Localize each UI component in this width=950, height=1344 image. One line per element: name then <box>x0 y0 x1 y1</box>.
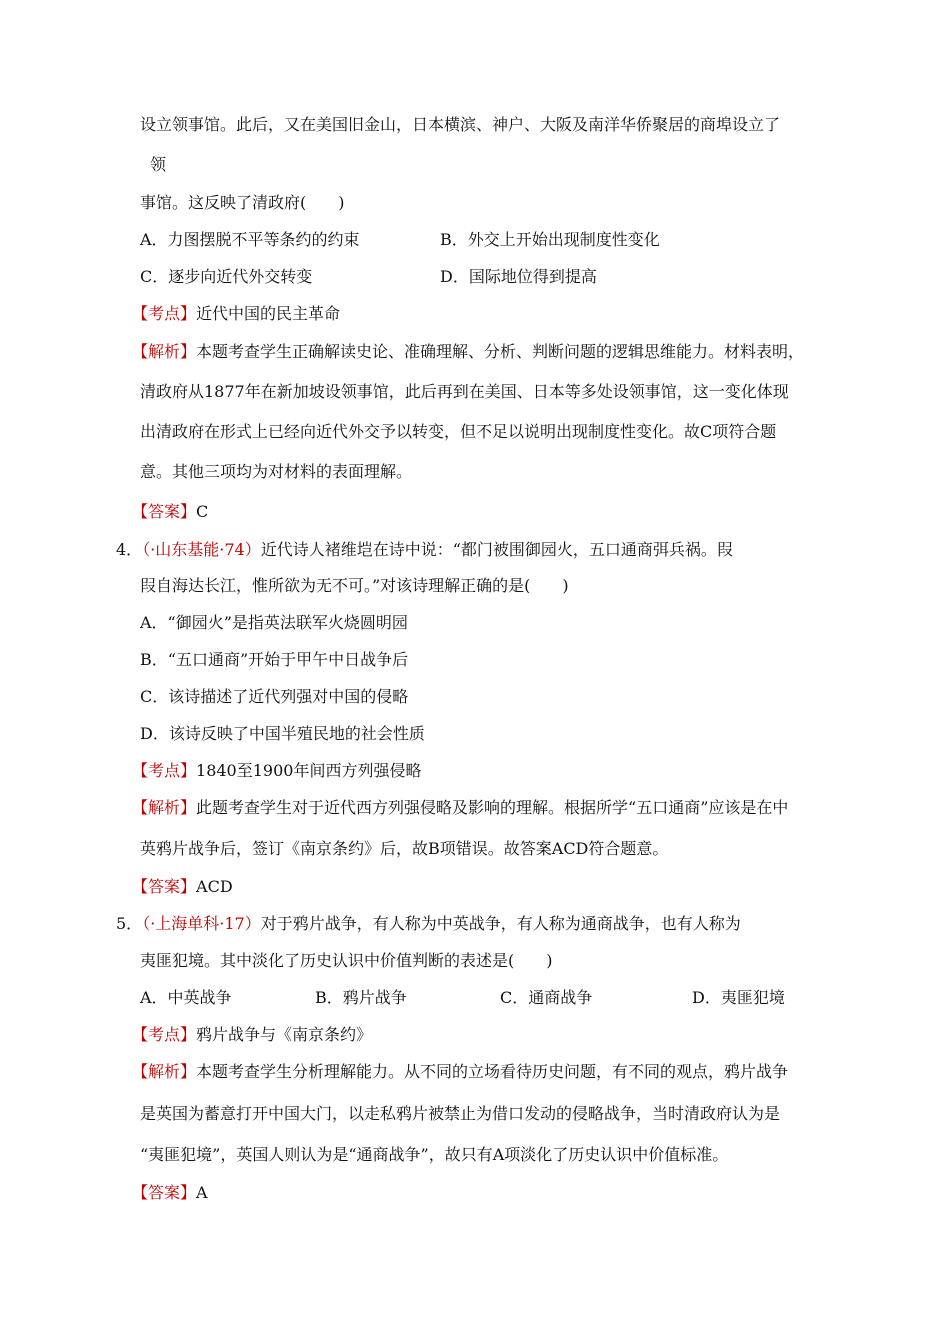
question-number: 5． <box>116 914 143 933</box>
q5-option-d: D．夷匪犯境 <box>692 988 785 1007</box>
q3-jiexi-line-3: 出清政府在形式上已经向近代外交予以转变，但不足以说明出现制度性变化。故C项符合题 <box>140 422 777 441</box>
q3-option-d: D．国际地位得到提高 <box>440 267 597 286</box>
kaodian-text: 近代中国的民主革命 <box>196 304 341 323</box>
q5-option-b: B．鸦片战争 <box>315 988 407 1007</box>
q3-jiexi-line-1 <box>132 342 804 362</box>
kaodian-tag: 【考点】 <box>132 304 197 323</box>
kaodian-text: 1840至1900年间西方列强侵略 <box>196 761 422 780</box>
jiexi-tag: 【解析】 <box>132 342 197 361</box>
q5-jiexi-line-3: “夷匪犯境”，英国人则认为是“通商战争”，故只有A项淡化了历史认识中价值标准。 <box>140 1145 729 1164</box>
q4-stem-line-1 <box>116 540 733 560</box>
daan-text: A <box>196 1183 208 1202</box>
daan-tag: 【答案】 <box>132 1183 197 1202</box>
q4-daan <box>132 877 233 897</box>
jiexi-text: 本题考查学生分析理解能力。从不同的立场看待历史问题，有不同的观点，鸦片战争 <box>196 1062 789 1081</box>
q3-stem-line-2: 领 <box>150 155 167 174</box>
q4-kaodian <box>132 761 421 781</box>
kaodian-tag: 【考点】 <box>132 761 197 780</box>
q4-stem-line-2: 叚自海达长江，惟所欲为无不可。”对该诗理解正确的是( ) <box>140 576 569 595</box>
question-source: （·上海单科·17） <box>142 914 261 933</box>
q4-option-a: A．“御园火”是指英法联军火烧圆明园 <box>140 613 408 632</box>
q3-option-a: A．力图摆脱不平等条约的约束 <box>140 230 360 249</box>
q3-option-b: B．外交上开始出现制度性变化 <box>440 230 660 249</box>
q5-stem-line-2: 夷匪犯境。其中淡化了历史认识中价值判断的表述是( ) <box>140 951 553 970</box>
question-stem: 对于鸦片战争，有人称为中英战争，有人称为通商战争，也有人称为 <box>260 914 741 933</box>
q5-daan <box>132 1183 208 1203</box>
q5-stem-line-1 <box>116 914 741 934</box>
q4-option-b: B．“五口通商”开始于甲午中日战争后 <box>140 650 409 669</box>
q5-option-c: C．通商战争 <box>500 988 593 1007</box>
q5-jiexi-line-2: 是英国为蓄意打开中国大门，以走私鸦片被禁止为借口发动的侵略战争，当时清政府认为是 <box>140 1104 781 1123</box>
daan-text: C <box>196 502 209 521</box>
q4-jiexi-line-1 <box>132 798 788 818</box>
q3-daan <box>132 502 208 522</box>
q3-stem-line-1: 设立领事馆。此后，又在美国旧金山，日本横滨、神户、大阪及南洋华侨聚居的商埠设立了 <box>140 115 781 134</box>
jiexi-text: 此题考查学生对于近代西方列强侵略及影响的理解。根据所学“五口通商”应该是在中 <box>196 798 789 817</box>
q5-option-a: A．中英战争 <box>140 988 232 1007</box>
question-number: 4． <box>116 540 143 559</box>
q3-kaodian <box>132 304 340 324</box>
jiexi-text: 本题考查学生正确解读史论、准确理解、分析、判断问题的逻辑思维能力。材料表明， <box>196 342 805 361</box>
daan-text: ACD <box>196 877 233 896</box>
kaodian-text: 鸦片战争与《南京条约》 <box>196 1025 373 1044</box>
q5-jiexi-line-1 <box>132 1062 788 1082</box>
q3-jiexi-line-4: 意。其他三项均为对材料的表面理解。 <box>140 462 413 481</box>
question-source: （·山东基能·74） <box>142 540 261 559</box>
q4-jiexi-line-2: 英鸦片战争后，签订《南京条约》后，故B项错误。故答案ACD符合题意。 <box>140 839 669 858</box>
jiexi-tag: 【解析】 <box>132 1062 197 1081</box>
daan-tag: 【答案】 <box>132 502 197 521</box>
q4-option-d: D．该诗反映了中国半殖民地的社会性质 <box>140 724 425 743</box>
q5-kaodian <box>132 1025 372 1045</box>
daan-tag: 【答案】 <box>132 877 197 896</box>
q3-jiexi-line-2: 清政府从1877年在新加坡设领事馆，此后再到在美国、日本等多处设领事馆，这一变化体现 <box>140 382 789 401</box>
q3-option-c: C．逐步向近代外交转变 <box>140 267 313 286</box>
kaodian-tag: 【考点】 <box>132 1025 197 1044</box>
q3-stem-line-3: 事馆。这反映了清政府( ) <box>140 193 345 212</box>
q4-option-c: C．该诗描述了近代列强对中国的侵略 <box>140 687 409 706</box>
question-stem: 近代诗人褚维垲在诗中说：“都门被围御园火，五口通商弭兵祸。叚 <box>260 540 733 559</box>
jiexi-tag: 【解析】 <box>132 798 197 817</box>
